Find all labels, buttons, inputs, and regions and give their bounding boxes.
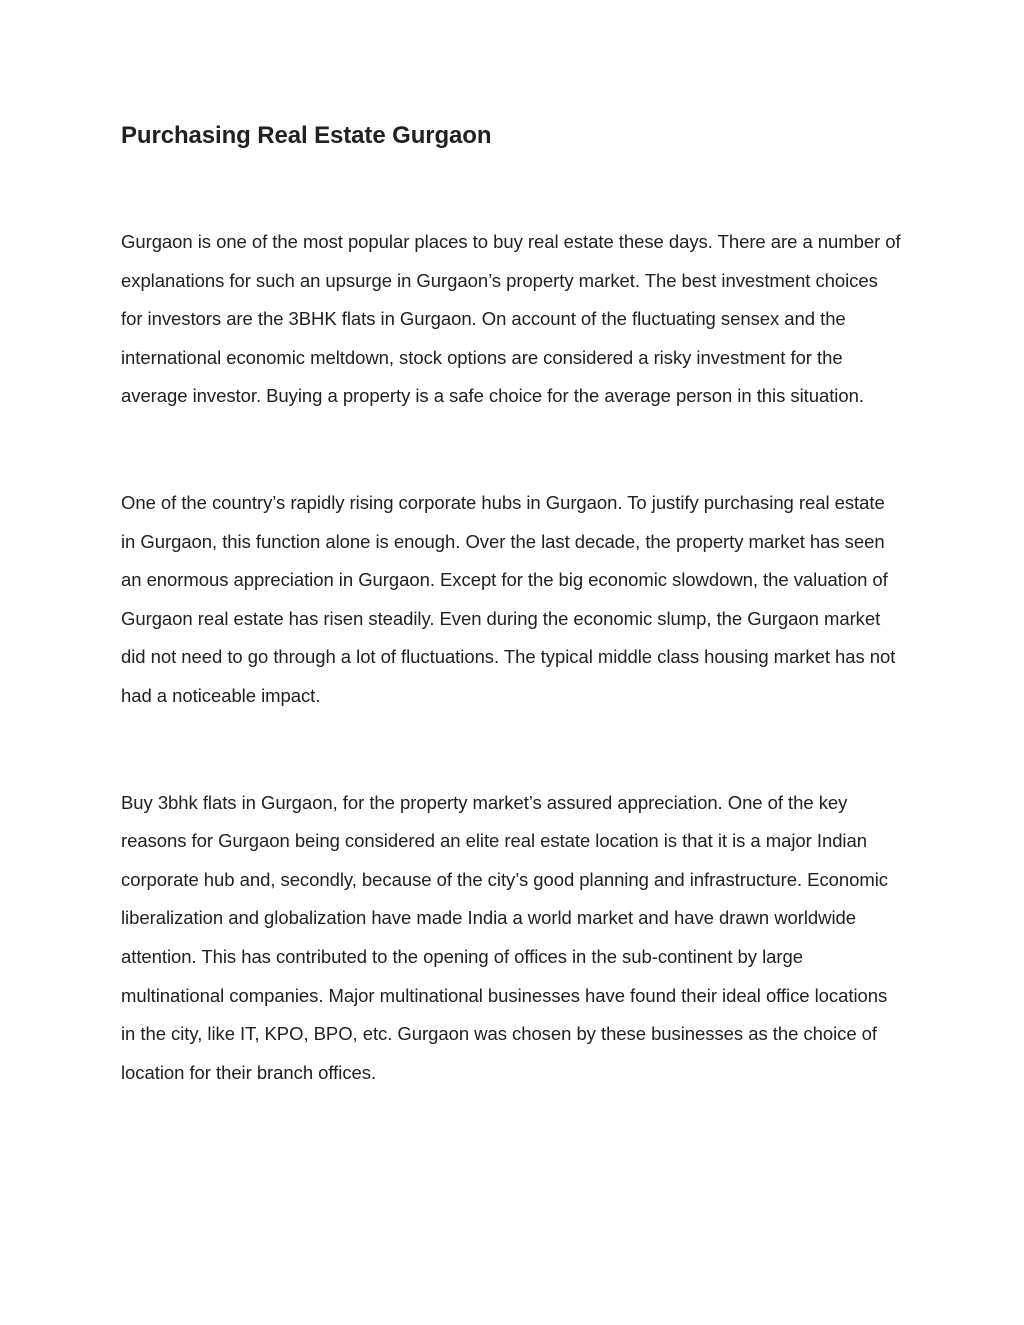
paragraph-1: Gurgaon is one of the most popular places to buy real estate these days. There are a number of explanations for such an upsurge in Gurgaon’s property market. The best investment choices for investors are the 3BHK flats in Gurgaon. On account of the fluctuating sensex and the international economic meltdown, stock options are considered a risky investment for the average investor. Buying a property is a safe choice for the average person in this situation.	[121, 231, 901, 407]
paragraph-2: One of the country’s rapidly rising corporate hubs in Gurgaon. To justify purchasing real estate in Gurgaon, this function alone is enough. Over the last decade, the property market has seen an enormous appreciation in Gurgaon. Except for the big economic slowdown, the valuation of Gurgaon real estate has risen steadily. Even during the economic slump, the Gurgaon market did not need to go through a lot of fluctuations. The typical middle class housing market has not had a noticeable impact.	[121, 491, 896, 706]
document-title: Purchasing Real Estate Gurgaon	[121, 122, 492, 149]
paragraph-3: Buy 3bhk flats in Gurgaon, for the property market’s assured appreciation. One of the key reasons for Gurgaon being considered an elite real estate location is that it is a major Indian corporate hub and, secondly, because of the city’s good planning and infrastructure. Economic liberalization and globalization have made India a world market and have drawn worldwide attention. This has contributed to the opening of offices in the sub-continent by large multinational companies. Major multinational businesses have found their ideal office locations in the city, like IT, KPO, BPO, etc. Gurgaon was chosen by these businesses as the choice of location for their branch offices.	[121, 791, 889, 1083]
document-page	[121, 118, 901, 1092]
